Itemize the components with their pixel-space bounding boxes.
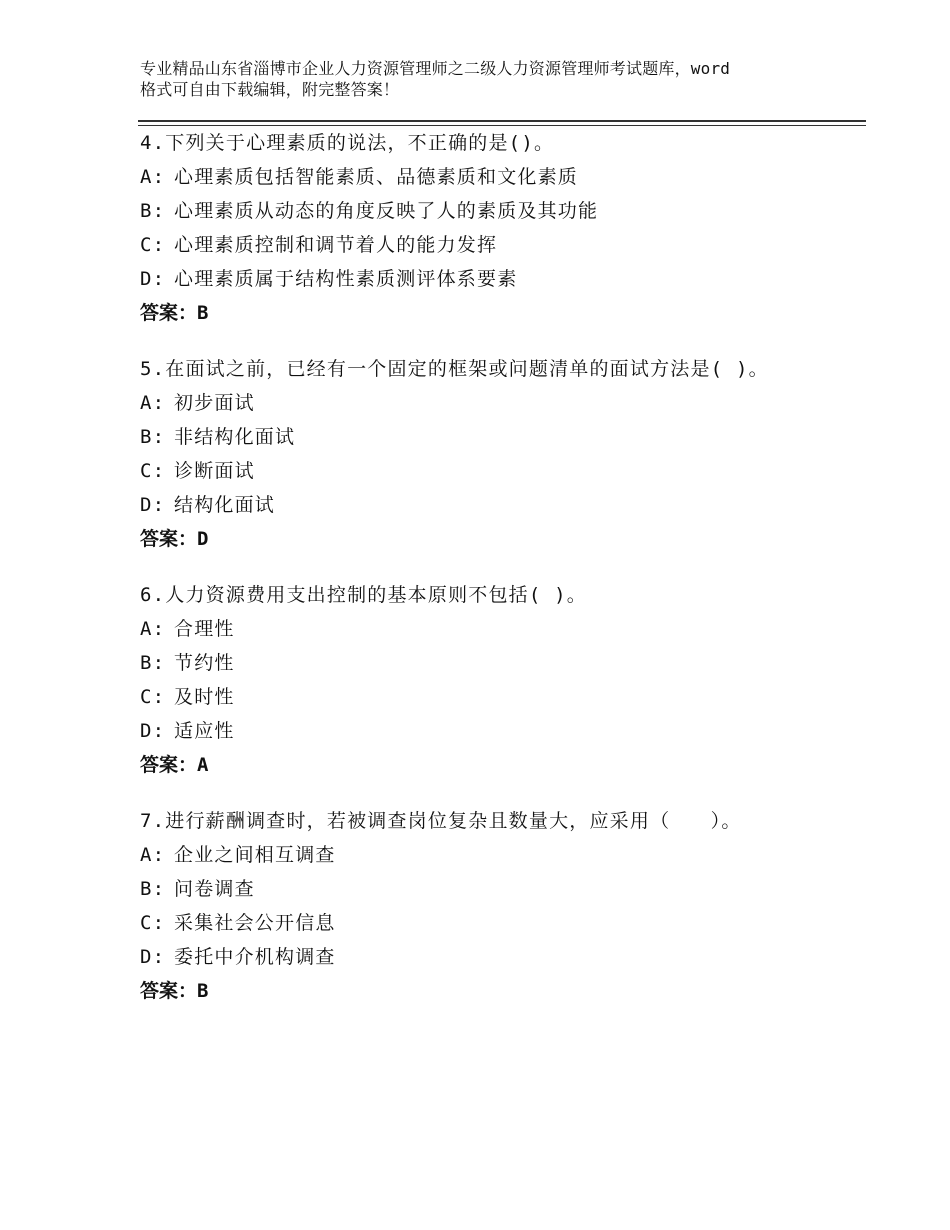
option-a bbox=[140, 838, 860, 872]
option-key: C: bbox=[140, 912, 166, 934]
option-key: C: bbox=[140, 234, 166, 256]
option-text: 采集社会公开信息 bbox=[174, 912, 336, 934]
answer-value: A bbox=[197, 754, 209, 776]
option-d bbox=[140, 940, 860, 974]
answer-value: D bbox=[197, 528, 209, 550]
header-line-1: 专业精品山东省淄博市企业人力资源管理师之二级人力资源管理师考试题库，word bbox=[140, 59, 731, 78]
answer-value: B bbox=[197, 980, 209, 1002]
answer-line bbox=[140, 296, 860, 330]
option-d bbox=[140, 488, 860, 522]
document-header bbox=[140, 58, 830, 100]
answer-line bbox=[140, 522, 860, 556]
option-b bbox=[140, 194, 860, 228]
option-key: D: bbox=[140, 720, 166, 742]
header-line-2: 格式可自由下载编辑，附完整答案！ bbox=[140, 80, 400, 99]
option-text: 初步面试 bbox=[174, 392, 255, 414]
question-item bbox=[140, 578, 860, 782]
answer-value: B bbox=[197, 302, 209, 324]
question-stem: 7.进行薪酬调查时，若被调查岗位复杂且数量大，应采用（ ）。 bbox=[140, 810, 742, 832]
option-text: 诊断面试 bbox=[174, 460, 255, 482]
option-text: 心理素质属于结构性素质测评体系要素 bbox=[174, 268, 518, 290]
option-text: 心理素质控制和调节着人的能力发挥 bbox=[174, 234, 498, 256]
option-text: 结构化面试 bbox=[174, 494, 276, 516]
question-item bbox=[140, 352, 860, 556]
question-stem: 6.人力资源费用支出控制的基本原则不包括( )。 bbox=[140, 584, 587, 606]
option-key: C: bbox=[140, 686, 166, 708]
option-key: D: bbox=[140, 946, 166, 968]
option-b bbox=[140, 872, 860, 906]
option-text: 企业之间相互调查 bbox=[174, 844, 336, 866]
question-list bbox=[140, 126, 860, 1030]
option-a bbox=[140, 386, 860, 420]
option-text: 心理素质包括智能素质、品德素质和文化素质 bbox=[174, 166, 579, 188]
option-a bbox=[140, 612, 860, 646]
option-c bbox=[140, 228, 860, 262]
option-text: 问卷调查 bbox=[174, 878, 255, 900]
option-text: 适应性 bbox=[174, 720, 235, 742]
option-b bbox=[140, 646, 860, 680]
option-text: 及时性 bbox=[174, 686, 235, 708]
option-c bbox=[140, 906, 860, 940]
header-divider-thick bbox=[138, 120, 866, 122]
answer-label: 答案： bbox=[140, 528, 198, 550]
answer-label: 答案： bbox=[140, 302, 198, 324]
option-c bbox=[140, 680, 860, 714]
option-key: B: bbox=[140, 200, 166, 222]
option-text: 心理素质从动态的角度反映了人的素质及其功能 bbox=[174, 200, 599, 222]
option-text: 节约性 bbox=[174, 652, 235, 674]
answer-line bbox=[140, 748, 860, 782]
answer-label: 答案： bbox=[140, 754, 198, 776]
option-key: A: bbox=[140, 618, 166, 640]
option-text: 非结构化面试 bbox=[174, 426, 296, 448]
option-key: D: bbox=[140, 494, 166, 516]
answer-label: 答案： bbox=[140, 980, 198, 1002]
question-stem: 4.下列关于心理素质的说法，不正确的是()。 bbox=[140, 132, 555, 154]
option-d bbox=[140, 262, 860, 296]
question-item bbox=[140, 126, 860, 330]
option-c bbox=[140, 454, 860, 488]
option-key: B: bbox=[140, 426, 166, 448]
option-key: D: bbox=[140, 268, 166, 290]
option-text: 合理性 bbox=[174, 618, 235, 640]
option-key: A: bbox=[140, 166, 166, 188]
answer-line bbox=[140, 974, 860, 1008]
option-key: C: bbox=[140, 460, 166, 482]
option-key: B: bbox=[140, 652, 166, 674]
option-d bbox=[140, 714, 860, 748]
question-item bbox=[140, 804, 860, 1008]
option-b bbox=[140, 420, 860, 454]
option-key: A: bbox=[140, 844, 166, 866]
option-key: A: bbox=[140, 392, 166, 414]
option-text: 委托中介机构调查 bbox=[174, 946, 336, 968]
option-key: B: bbox=[140, 878, 166, 900]
question-stem: 5.在面试之前，已经有一个固定的框架或问题清单的面试方法是( )。 bbox=[140, 358, 769, 380]
option-a bbox=[140, 160, 860, 194]
